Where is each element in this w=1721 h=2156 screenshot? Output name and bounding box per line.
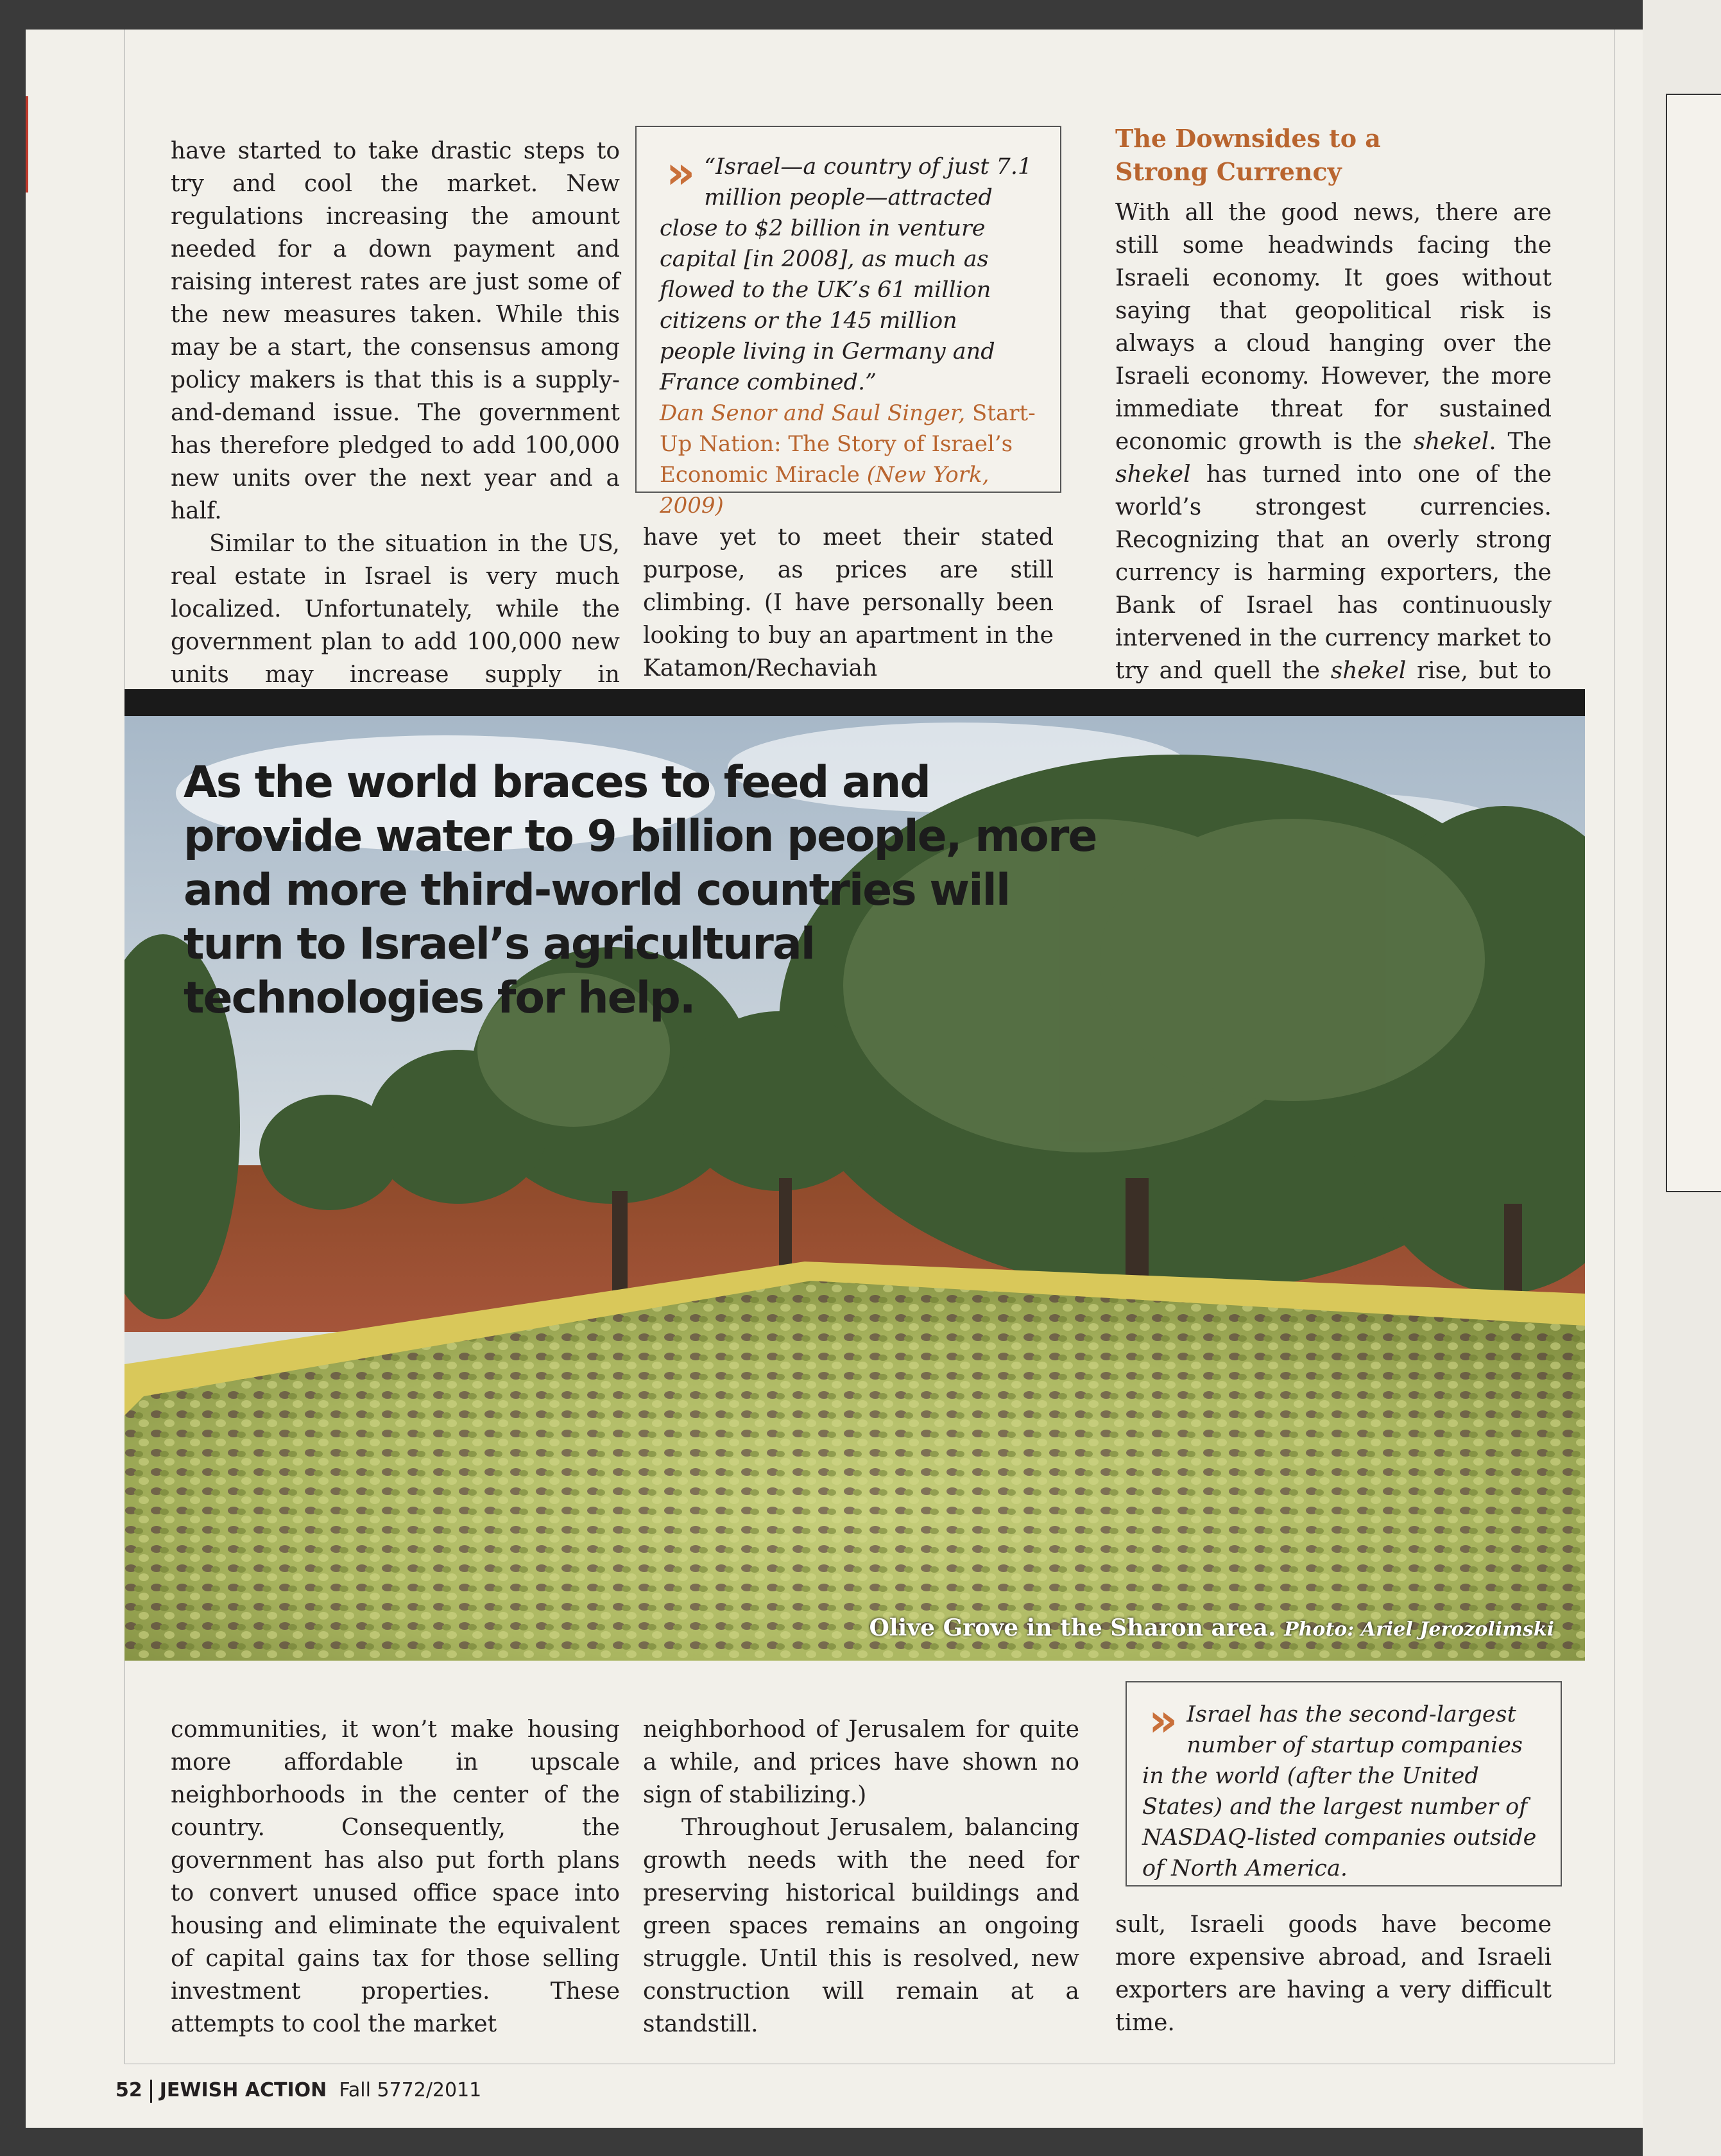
quote-publication: (New York, 2009)	[660, 462, 989, 518]
quote-authors: Dan Senor and Saul Singer,	[660, 400, 966, 426]
photo-top-band	[124, 689, 1585, 716]
magazine-name: JEWISH ACTION	[159, 2079, 327, 2101]
paragraph: communities, it won’t make housing more affordable in upscale neighborhoods in the center of the country. Consequently, the government has also put forth plans to convert unused office space into housing and eliminate the equivalent of capital gains tax for those selling investment properties. These attempts to cool the market	[171, 1716, 620, 2037]
quote-source	[660, 398, 1037, 521]
quote-box-2	[1126, 1681, 1562, 1887]
caption-text: Olive Grove in the Sharon area.	[869, 1614, 1276, 1641]
page-number: 52	[116, 2079, 142, 2101]
facing-page-box	[1666, 94, 1721, 1192]
footer-separator	[150, 2080, 152, 2103]
photo-caption	[869, 1614, 1555, 1641]
paragraph: Similar to the situation in the US, real estate in Israel is very much localized. Unfortunately, while the government plan to add 100,000 new units may increase supply in	[171, 531, 620, 688]
quote-text: “Israel—a country of just 7.1 million people—attracted close to $2 billion in venture capital [in 2008], as much as flowed to the UK’s 61 million citizens or the 145 million people living in Germany and France combined.”	[660, 154, 1032, 395]
paragraph: have started to take drastic steps to try and cool the market. New regulations increasing the amount needed for a down payment and raising interest rates are just some of the new measures taken. While this may be a start, the consensus among policy makers is that this is a supply-and-demand issue. The government has therefore pledged to add 100,000 new units over the next year and a half.	[171, 138, 620, 524]
issue-label: Fall 5772/2011	[339, 2079, 482, 2101]
quote-book: Start-Up Nation: The Story of Israel’s Economic Miracle	[660, 400, 1036, 488]
quote-text: Israel has the second-largest number of startup companies in the world (after the United States) and the largest number of NASDAQ-listed companies outside of North America.	[1142, 1702, 1537, 1881]
page-footer	[116, 2079, 481, 2103]
paragraph: have yet to meet their stated purpose, as prices are still climbing. (I have personally been looking to buy an apartment in the Katamon/Rechaviah	[643, 524, 1054, 681]
column-1-bottom	[171, 1713, 620, 2041]
paragraph: sult, Israeli goods have become more expensive abroad, and Israeli exporters are having a very difficult time.	[1115, 1912, 1552, 2036]
paragraph: neighborhood of Jerusalem for quite a while, and prices have shown no sign of stabilizing.)	[643, 1716, 1079, 1808]
column-1-top	[171, 135, 620, 724]
quote-box-1	[635, 126, 1061, 518]
column-2-top	[643, 521, 1054, 685]
column-2-bottom	[643, 1713, 1079, 2041]
column-3-bottom	[1115, 1908, 1552, 2039]
column-3-top	[1115, 196, 1552, 720]
chevron-quote-icon: »	[666, 146, 696, 199]
photo-credit: Photo: Ariel Jerozolimski	[1284, 1618, 1554, 1641]
section-heading: The Downsides to a Strong Currency	[1115, 124, 1381, 186]
pull-quote: As the world braces to feed and provide water to 9 billion people, more and more third-world countries will turn to Israel’s agricultural technologies for help.	[184, 757, 1097, 1023]
chevron-quote-icon: »	[1149, 1694, 1178, 1747]
paragraph: Throughout Jerusalem, balancing growth needs with the need for preserving historical buildings and green spaces remains an ongoing struggle. Until this is resolved, new construction will remain at a standstill.	[643, 1815, 1079, 2037]
red-margin-mark	[26, 96, 28, 193]
paragraph: With all the good news, there are still some headwinds facing the Israeli economy. It goes without saying that geopolitical risk is always a cloud hanging over the Israeli economy. However, the more immediate threat for sustained economic growth is the shekel. The shekel has turned into one of the world’s strongest currencies. Recognizing that an overly strong currency is harming exporters, the Bank of Israel has continuously intervened in the currency market to try and quell the shekel rise, but to	[1115, 200, 1552, 684]
